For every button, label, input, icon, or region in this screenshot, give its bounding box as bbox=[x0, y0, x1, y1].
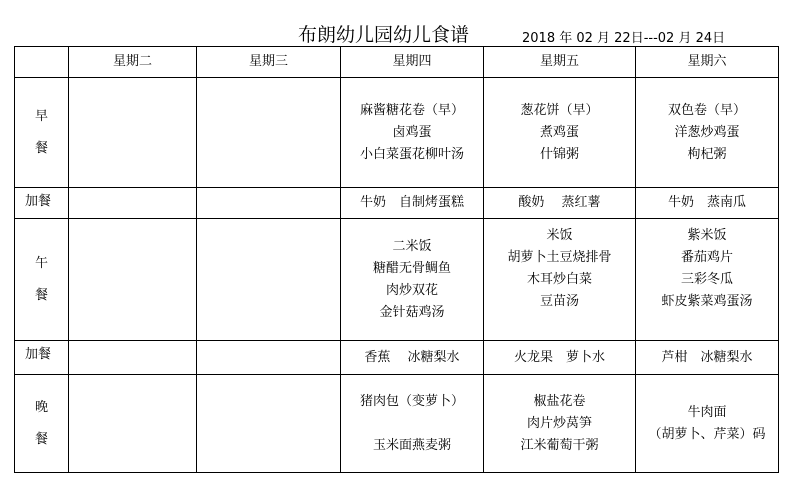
dish: 木耳炒白菜 bbox=[526, 272, 592, 287]
cell-dinner-tue bbox=[69, 375, 197, 473]
dish: 枸杞粥 bbox=[687, 146, 727, 162]
cell-lunch-tue bbox=[69, 219, 197, 341]
header-row bbox=[15, 47, 779, 78]
dish: 葱花饼（早） bbox=[520, 102, 599, 118]
dish: 猪肉包（变萝卜） bbox=[359, 393, 464, 409]
label-char: 午 bbox=[34, 255, 48, 271]
snack2-row bbox=[15, 341, 779, 375]
cell-breakfast-wed bbox=[197, 78, 341, 188]
label-char: 晚 bbox=[34, 399, 48, 415]
label-char: 餐 bbox=[34, 140, 48, 156]
cell-breakfast-thu bbox=[341, 78, 484, 188]
dish: 麻酱糖花卷（早） bbox=[359, 102, 464, 118]
label-char: 早 bbox=[34, 108, 48, 124]
lunch-row bbox=[15, 219, 779, 341]
dish: 肉片炒莴笋 bbox=[526, 415, 592, 431]
dish: 双色卷（早） bbox=[667, 102, 746, 118]
dish: 牛肉面 bbox=[687, 404, 727, 420]
dish: 糖醋无骨鲷鱼 bbox=[372, 260, 451, 276]
dish: 紫米饭 bbox=[687, 228, 727, 243]
snack2-label: 加餐 bbox=[15, 341, 69, 375]
cell-breakfast-tue bbox=[69, 78, 197, 188]
breakfast-label bbox=[15, 78, 69, 188]
lunch-label bbox=[15, 219, 69, 341]
cell-dinner-wed bbox=[197, 375, 341, 473]
col-header-tue: 星期二 bbox=[69, 47, 197, 78]
cell-dinner-thu bbox=[341, 375, 484, 473]
cell-lunch-sat bbox=[636, 219, 779, 341]
cell-lunch-thu bbox=[341, 219, 484, 341]
cell-breakfast-sat bbox=[636, 78, 779, 188]
cell-snack1-thu: 牛奶 自制烤蛋糕 bbox=[341, 188, 484, 219]
cell-snack2-sat: 芦柑 冰糖梨水 bbox=[636, 341, 779, 375]
dish: 米饭 bbox=[546, 228, 573, 243]
col-header-wed: 星期三 bbox=[197, 47, 341, 78]
col-header-fri: 星期五 bbox=[484, 47, 636, 78]
cell-snack2-wed bbox=[197, 341, 341, 375]
dish: 什锦粥 bbox=[539, 146, 579, 162]
cell-snack2-thu: 香蕉 冰糖梨水 bbox=[341, 341, 484, 375]
menu-table bbox=[14, 46, 779, 473]
cell-snack2-tue bbox=[69, 341, 197, 375]
cell-snack2-fri: 火龙果 萝卜水 bbox=[484, 341, 636, 375]
breakfast-row bbox=[15, 78, 779, 188]
dish: 卤鸡蛋 bbox=[392, 124, 432, 140]
dish: 椒盐花卷 bbox=[533, 393, 586, 409]
cell-dinner-fri bbox=[484, 375, 636, 473]
dinner-row bbox=[15, 375, 779, 473]
dish: 江米葡萄干粥 bbox=[520, 437, 599, 453]
dish: 小白菜蛋花柳叶汤 bbox=[359, 146, 464, 162]
dinner-label bbox=[15, 375, 69, 473]
dish: 煮鸡蛋 bbox=[539, 124, 579, 140]
dish: 豆苗汤 bbox=[539, 294, 579, 309]
corner-cell bbox=[15, 47, 69, 78]
page-title: 布朗幼儿园幼儿食谱 bbox=[298, 24, 470, 46]
cell-lunch-fri bbox=[484, 219, 636, 341]
cell-snack1-sat: 牛奶 蒸南瓜 bbox=[636, 188, 779, 219]
label-char: 餐 bbox=[34, 287, 48, 303]
cell-breakfast-fri bbox=[484, 78, 636, 188]
snack1-label: 加餐 bbox=[15, 188, 69, 219]
date-range: 2018 年 02 月 22日---02 月 24日 bbox=[522, 31, 726, 46]
dish: 虾皮紫菜鸡蛋汤 bbox=[661, 294, 753, 309]
dish: 玉米面燕麦粥 bbox=[372, 437, 451, 453]
dish: 肉炒双花 bbox=[385, 282, 438, 298]
cell-snack1-fri: 酸奶 蒸红薯 bbox=[484, 188, 636, 219]
col-header-thu: 星期四 bbox=[341, 47, 484, 78]
snack1-row bbox=[15, 188, 779, 219]
dish: 二米饭 bbox=[392, 238, 432, 254]
cell-snack1-wed bbox=[197, 188, 341, 219]
dish: （胡萝卜、芹菜）码 bbox=[648, 426, 766, 442]
dish: 三彩冬瓜 bbox=[680, 272, 733, 287]
cell-lunch-wed bbox=[197, 219, 341, 341]
col-header-sat: 星期六 bbox=[636, 47, 779, 78]
dish: 金针菇鸡汤 bbox=[379, 304, 445, 320]
dish: 番茄鸡片 bbox=[680, 250, 733, 265]
label-char: 餐 bbox=[34, 431, 48, 447]
dish: 洋葱炒鸡蛋 bbox=[674, 124, 740, 140]
cell-dinner-sat bbox=[636, 375, 779, 473]
dish: 胡萝卜土豆烧排骨 bbox=[507, 250, 612, 265]
cell-snack1-tue bbox=[69, 188, 197, 219]
